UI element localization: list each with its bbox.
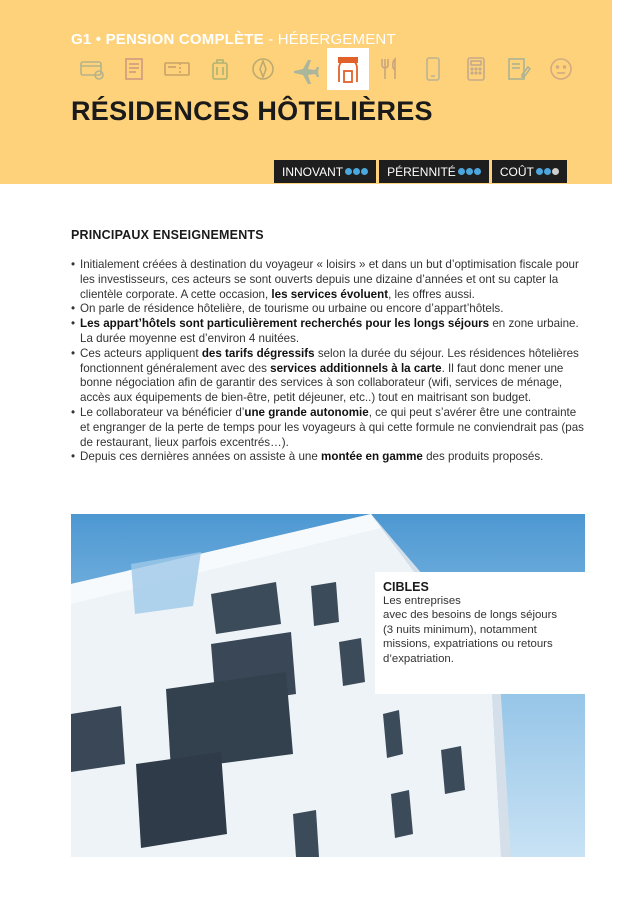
- page-title: RÉSIDENCES HÔTELIÈRES: [71, 96, 433, 126]
- category-icon-strip: [71, 48, 583, 90]
- key-point-text: On parle de résidence hôtelière, de tourisme ou urbaine ou encore d’appart’hôtels.: [80, 302, 504, 316]
- key-point: [71, 406, 585, 450]
- key-points-list: [71, 258, 585, 465]
- key-point-text: Le collaborateur va bénéficier d’: [80, 405, 245, 419]
- rating-dots: [458, 168, 481, 175]
- luggage-icon: [199, 48, 242, 90]
- rating-badges: [274, 160, 567, 183]
- rating-dot: [544, 168, 551, 175]
- boarding-pass-icon: [156, 48, 199, 90]
- cibles-line: missions, expatriations ou retours: [383, 638, 553, 651]
- cibles-line: Les entreprises: [383, 595, 461, 607]
- cibles-box: [375, 572, 585, 694]
- section-heading: PRINCIPAUX ENSEIGNEMENTS: [71, 228, 264, 242]
- key-point: [71, 258, 585, 302]
- receipt-icon: [114, 48, 157, 90]
- series-category: - HÉBERGEMENT: [263, 31, 396, 48]
- key-point-emphasis: les services évoluent: [271, 287, 389, 301]
- cibles-line: d’expatriation.: [383, 652, 454, 665]
- series-label: [71, 31, 611, 48]
- rating-dot: [458, 168, 465, 175]
- rating-dot: [345, 168, 352, 175]
- rating-dot: [474, 168, 481, 175]
- cibles-title: CIBLES: [383, 580, 429, 594]
- key-point-text: , ce qui peut s’avérer être une contrainte et engranger de la perte de temps pour les voyageurs à qui cette formule ne conviendrait pas (pas de restaurant, lieux parfois excentrés…).: [80, 405, 584, 449]
- key-point: [71, 317, 585, 347]
- key-point-emphasis: services additionnels à la carte: [270, 361, 442, 375]
- rating-cout: [492, 160, 567, 183]
- rating-label: PÉRENNITÉ: [387, 164, 456, 179]
- key-point-emphasis: montée en gamme: [321, 450, 423, 464]
- hotel-icon: [327, 48, 370, 90]
- key-point-text: selon la durée du séjour. Les résidences hôtelières fonctionnent généralement avec des: [80, 346, 579, 375]
- key-point-text: Ces acteurs appliquent: [80, 346, 202, 360]
- rating-dot: [361, 168, 368, 175]
- cibles-line: avec des besoins de longs séjours: [383, 609, 558, 622]
- rating-dots: [536, 168, 559, 175]
- hotel-icon-label: HOTEL: [337, 49, 359, 55]
- rating-dot: [466, 168, 473, 175]
- rating-label: COÛT: [499, 164, 534, 179]
- cibles-line: (3 nuits minimum), notamment: [383, 623, 537, 636]
- rating-dots: [345, 168, 368, 175]
- key-point-text: en zone urbaine. La durée moyenne est d’environ 4 nuitées.: [80, 317, 579, 345]
- header-banner: [0, 0, 612, 184]
- key-point-emphasis: Les appart’hôtels sont particulièrement recherchés pour les longs séjours: [80, 317, 490, 331]
- rating-innovant: [274, 160, 376, 183]
- key-point: [71, 450, 585, 465]
- rating-perennite: [379, 160, 489, 183]
- key-point: [71, 347, 585, 406]
- compass-icon: [241, 48, 284, 90]
- calculator-icon: [454, 48, 497, 90]
- card-payment-icon: [71, 48, 114, 90]
- smiley-icon: [540, 48, 583, 90]
- airplane-icon: [284, 48, 327, 90]
- rating-label: INNOVANT: [282, 164, 344, 179]
- rating-dot: [353, 168, 360, 175]
- key-point-text: Depuis ces dernières années on assiste à une: [80, 450, 322, 464]
- key-point-emphasis: des tarifs dégressifs: [201, 346, 315, 360]
- rating-dot: [536, 168, 543, 175]
- key-point-text: , les offres aussi.: [388, 287, 475, 301]
- key-point-emphasis: une grande autonomie: [244, 405, 369, 419]
- dining-icon: [369, 48, 412, 90]
- key-point: [71, 302, 585, 317]
- key-point-text: Initialement créées à destination du voyageur « loisirs » et dans un but d’optimisation fiscale pour les investisseurs, ces acteurs se sont ouverts depuis une dizaine d’années et ont su capter la clientèle corporate. A cette occasion,: [80, 258, 579, 301]
- rating-dot: [552, 168, 559, 175]
- key-point-text: . Il faut donc mener une bonne négociation afin de garantir des services à son collaborateur (wifi, services de ménage, accès aux équipements de bien-être, petit déjeuner, etc..) tout en maitrisant son budget.: [80, 361, 564, 405]
- key-point-text: des produits proposés.: [422, 450, 544, 464]
- phone-icon: [412, 48, 455, 90]
- series-name: G1 • PENSION COMPLÈTE: [71, 31, 264, 48]
- form-icon: [497, 48, 540, 90]
